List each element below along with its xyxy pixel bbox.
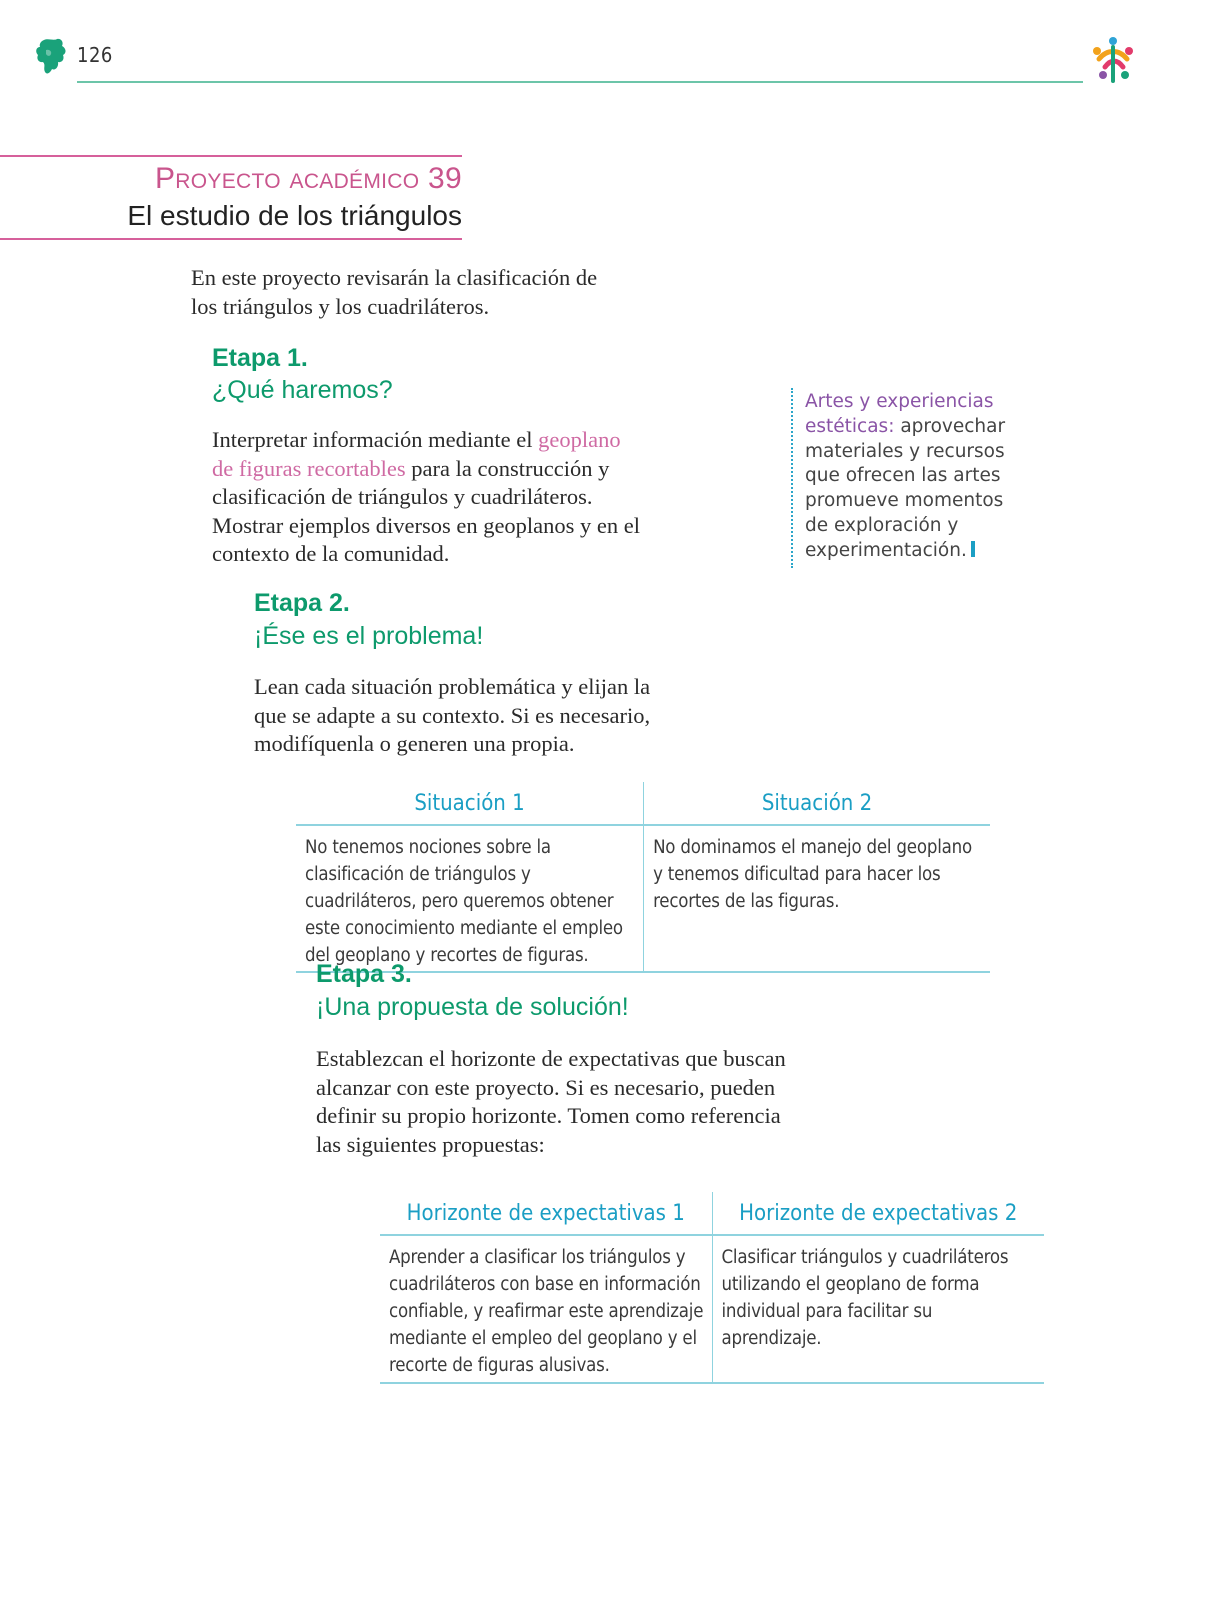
- geoplano-reference-link[interactable]: geoplano de figuras recortables: [212, 427, 621, 481]
- situation-1-text: No tenemos nociones sobre la clasificación de triángulos y cuadriláteros, pero queremos obtener este conocimiento mediante el empleo del geoplano y recortes de figuras.: [296, 825, 644, 972]
- stage-3-body: Establezcan el horizonte de expectativas que buscan alcanzar con este proyecto. Si es necesario, pueden definir su propio horizonte. Tomen como referencia las siguientes propuestas:: [316, 1046, 786, 1157]
- table-row: [380, 1235, 1044, 1383]
- situation-1-header: Situación 1: [296, 782, 644, 825]
- intro-paragraph: En este proyecto revisarán la clasificación de los triángulos y los cuadriláteros.: [191, 265, 598, 319]
- community-emblem-icon: [1087, 35, 1139, 87]
- stage-2-body: Lean cada situación problemática y elijan la que se adapte a su contexto. Si es necesario, modifíquenla o generen una propia.: [254, 674, 651, 756]
- situation-2-text: No dominamos el manejo del geoplano y tenemos dificultad para hacer los recortes de las figuras.: [644, 825, 990, 972]
- stage-1-subtitle: ¿Qué haremos?: [212, 376, 393, 404]
- horizons-table: [380, 1192, 1044, 1384]
- end-mark-icon: [971, 541, 975, 557]
- sidebar-heading: Artes y experiencias estéticas:: [805, 391, 994, 437]
- stage-3-number: Etapa 3.: [316, 960, 412, 988]
- title-rule-top: [0, 155, 462, 157]
- situation-2-header: Situación 2: [644, 782, 990, 825]
- stage-1-body-start: Interpretar información mediante el: [212, 427, 539, 452]
- stage-2-number: Etapa 2.: [254, 589, 350, 617]
- table-row: [296, 825, 990, 972]
- stage-3-subtitle: ¡Una propuesta de solución!: [316, 993, 629, 1021]
- header-divider: [77, 81, 1083, 83]
- map-silhouette-icon: [34, 38, 68, 76]
- stage-1-body-end: para la construcción y clasificación de triángulos y cuadriláteros. Mostrar ejemplos diversos en geoplanos y en el contexto de la comunidad.: [212, 455, 641, 566]
- sidebar-body: aprovechar materiales y recursos que ofrecen las artes promueve momentos de exploración y experimentación.: [805, 415, 1006, 561]
- page-number: 126: [77, 43, 113, 67]
- title-rule-bottom: [0, 238, 462, 240]
- sidebar-note: [805, 390, 1020, 564]
- horizon-2-text: Clasificar triángulos y cuadriláteros utilizando el geoplano de forma individual para facilitar su aprendizaje.: [712, 1235, 1044, 1383]
- situations-table: [296, 782, 990, 973]
- horizon-2-header: Horizonte de expectativas 2: [712, 1192, 1044, 1235]
- sidebar-dotted-rule: [791, 388, 793, 568]
- project-title: El estudio de los triángulos: [127, 200, 462, 231]
- table-header-row: [296, 782, 990, 825]
- horizon-1-text: Aprender a clasificar los triángulos y cuadriláteros con base en información confiable, y reafirmar este aprendizaje mediante el empleo del geoplano y el recorte de figuras alusivas.: [380, 1235, 712, 1383]
- stage-1-body: [212, 426, 642, 569]
- stage-2-subtitle: ¡Ése es el problema!: [254, 622, 484, 650]
- horizon-1-header: Horizonte de expectativas 1: [380, 1192, 712, 1235]
- project-label: Proyecto académico 39: [155, 162, 462, 195]
- table-header-row: [380, 1192, 1044, 1235]
- stage-1-number: Etapa 1.: [212, 344, 308, 372]
